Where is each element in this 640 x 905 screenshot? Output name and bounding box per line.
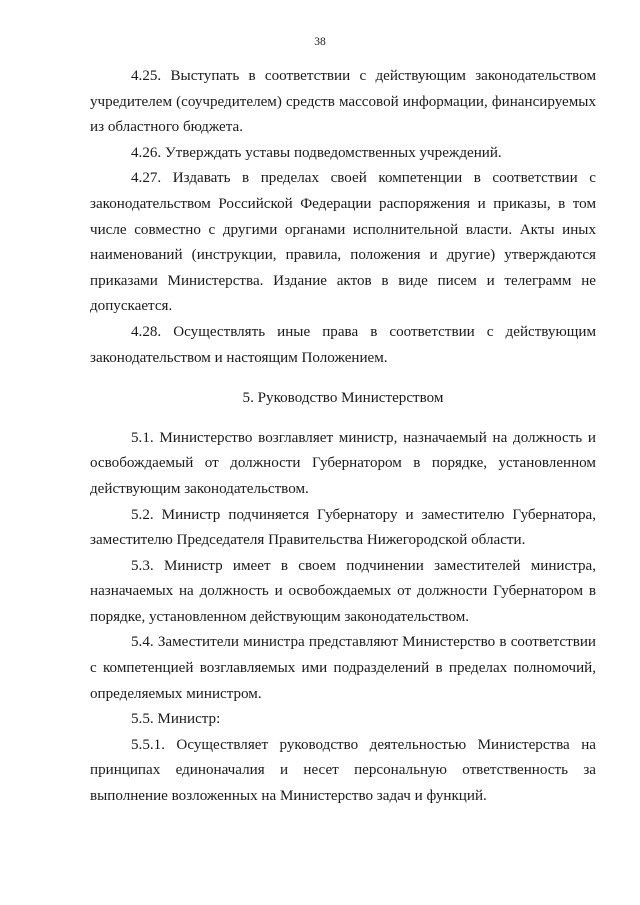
document-body	[90, 64, 596, 810]
paragraph-5-1: 5.1. Министерство возглавляет министр, назначаемый на должность и освобождаемый от должности Губернатором в порядке, установленном действующим законодательством.	[90, 429, 596, 497]
paragraph-4-28: 4.28. Осуществлять иные права в соответствии с действующим законодательством и настоящим Положением.	[90, 323, 596, 366]
paragraph-5-3: 5.3. Министр имеет в своем подчинении заместителей министра, назначаемых на должность и освобождаемых от должности Губернатором в порядке, установленном действующим законодательством.	[90, 557, 596, 625]
paragraph-4-26: 4.26. Утверждать уставы подведомственных учреждений.	[131, 144, 502, 161]
paragraph-5-5: 5.5. Министр:	[131, 711, 221, 728]
section-heading: 5. Руководство Министерством	[242, 390, 444, 407]
paragraph-5-2: 5.2. Министр подчиняется Губернатору и заместителю Губернатора, заместителю Председателя Правительства Нижегородской области.	[90, 506, 596, 549]
page-number: 38	[314, 36, 326, 48]
paragraph-5-4: 5.4. Заместители министра представляют Министерство в соответствии с компетенцией возглавляемых ими подразделений в пределах полномочий, определяемых министром.	[90, 634, 596, 702]
paragraph-4-25: 4.25. Выступать в соответствии с действующим законодательством учредителем (соучредителем) средств массовой информации, финансируемых из областного бюджета.	[90, 68, 596, 136]
paragraph-4-27: 4.27. Издавать в пределах своей компетенции в соответствии с законодательством Российской Федерации распоряжения и приказы, в том числе совместно с другими органами исполнительной власти. Акты иных наименований (инструкции, правила, положения и другие) утверждаются приказами Министерства. Издание актов в виде писем и телеграмм не допускается.	[90, 170, 596, 315]
paragraph-5-5-1: 5.5.1. Осуществляет руководство деятельностью Министерства на принципах единоначалия и несет персональную ответственность за выполнение возложенных на Министерство задач и функций.	[90, 736, 596, 805]
